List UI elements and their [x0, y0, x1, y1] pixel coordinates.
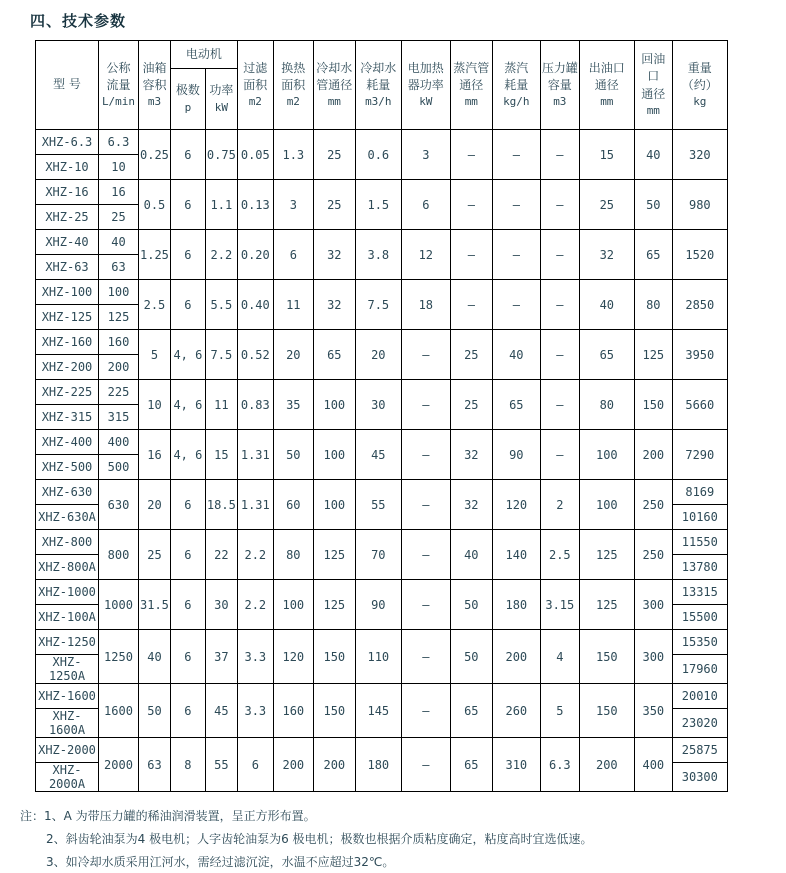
weight-cell: 2850	[672, 280, 727, 330]
col-header-flow: 公称 流量 L/min	[99, 41, 139, 130]
value-cell: 125	[579, 580, 634, 630]
value-cell: 25	[313, 130, 355, 180]
model-cell: XHZ-1000	[36, 580, 99, 605]
value-cell: 6	[170, 630, 205, 684]
value-cell: 6	[170, 130, 205, 180]
weight-cell: 3950	[672, 330, 727, 380]
col-header-filter: 过滤 面积 m2	[237, 41, 273, 130]
value-cell: 145	[355, 684, 401, 738]
col-header-cool-water: 冷却水 耗量 m3/h	[355, 41, 401, 130]
value-cell: 250	[634, 530, 672, 580]
value-cell: 11	[273, 280, 313, 330]
weight-cell: 23020	[672, 709, 727, 738]
model-cell: XHZ-1250A	[36, 655, 99, 684]
value-cell: 7.5	[355, 280, 401, 330]
table-row	[36, 380, 728, 405]
weight-cell: 8169	[672, 480, 727, 505]
model-cell: XHZ-315	[36, 405, 99, 430]
value-cell: 25	[139, 530, 171, 580]
value-cell: 0.6	[355, 130, 401, 180]
value-cell: —	[540, 380, 579, 430]
footnote-line: 3、如冷却水质采用江河水，需经过滤沉淀，水温不应超过32℃。	[46, 854, 395, 869]
weight-cell: 15500	[672, 605, 727, 630]
flow-cell: 2000	[99, 738, 139, 792]
value-cell: 6	[170, 684, 205, 738]
model-cell: XHZ-1600A	[36, 709, 99, 738]
value-cell: 32	[579, 230, 634, 280]
value-cell: 250	[634, 480, 672, 530]
value-cell: 180	[355, 738, 401, 792]
value-cell: —	[401, 480, 450, 530]
table-row	[36, 230, 728, 255]
value-cell: 180	[492, 580, 540, 630]
value-cell: 40	[579, 280, 634, 330]
value-cell: 6	[170, 530, 205, 580]
value-cell: 65	[492, 380, 540, 430]
value-cell: 11	[205, 380, 237, 430]
value-cell: 350	[634, 684, 672, 738]
value-cell: 1.3	[273, 130, 313, 180]
value-cell: 0.83	[237, 380, 273, 430]
value-cell: —	[401, 738, 450, 792]
value-cell: 1.31	[237, 480, 273, 530]
value-cell: 32	[450, 480, 492, 530]
col-header-motor: 电动机	[170, 41, 237, 69]
weight-cell: 13315	[672, 580, 727, 605]
value-cell: —	[401, 380, 450, 430]
table-row	[36, 580, 728, 605]
flow-cell: 1250	[99, 630, 139, 684]
value-cell: 3	[273, 180, 313, 230]
footnote-label: 注：	[20, 809, 45, 823]
col-header-outlet: 出油口 通径 mm	[579, 41, 634, 130]
model-cell: XHZ-630	[36, 480, 99, 505]
value-cell: 25	[313, 180, 355, 230]
value-cell: 150	[579, 630, 634, 684]
table-row	[36, 130, 728, 155]
value-cell: 30	[355, 380, 401, 430]
value-cell: 1.5	[355, 180, 401, 230]
value-cell: 50	[450, 580, 492, 630]
value-cell: 140	[492, 530, 540, 580]
value-cell: 2.5	[540, 530, 579, 580]
value-cell: —	[540, 430, 579, 480]
model-cell: XHZ-2000	[36, 738, 99, 763]
model-cell: XHZ-400	[36, 430, 99, 455]
model-cell: XHZ-25	[36, 205, 99, 230]
model-cell: XHZ-800	[36, 530, 99, 555]
value-cell: —	[540, 280, 579, 330]
table-row	[36, 330, 728, 355]
flow-cell: 40	[99, 230, 139, 255]
table-row	[36, 430, 728, 455]
value-cell: 50	[139, 684, 171, 738]
value-cell: —	[401, 684, 450, 738]
value-cell: 37	[205, 630, 237, 684]
flow-cell: 100	[99, 280, 139, 305]
value-cell: 6	[170, 580, 205, 630]
value-cell: 150	[634, 380, 672, 430]
col-header-press-tank: 压力罐 容量 m3	[540, 41, 579, 130]
value-cell: 65	[450, 684, 492, 738]
weight-cell: 320	[672, 130, 727, 180]
value-cell: 32	[313, 230, 355, 280]
flow-cell: 16	[99, 180, 139, 205]
value-cell: 4	[540, 630, 579, 684]
value-cell: 150	[313, 684, 355, 738]
weight-cell: 30300	[672, 763, 727, 792]
col-header-steam-pipe: 蒸汽管 通径 mm	[450, 41, 492, 130]
model-cell: XHZ-125	[36, 305, 99, 330]
weight-cell: 17960	[672, 655, 727, 684]
table-row	[36, 630, 728, 655]
value-cell: 6	[170, 280, 205, 330]
value-cell: 4, 6	[170, 430, 205, 480]
footnote-text: 1、A 为带压力罐的稀油润滑装置，呈正方形布置。	[44, 809, 316, 823]
value-cell: 200	[492, 630, 540, 684]
value-cell: 0.52	[237, 330, 273, 380]
col-header-tank: 油箱 容积 m3	[139, 41, 171, 130]
value-cell: 10	[139, 380, 171, 430]
value-cell: —	[540, 130, 579, 180]
weight-cell: 13780	[672, 555, 727, 580]
value-cell: 4, 6	[170, 330, 205, 380]
table-body	[36, 130, 728, 792]
footnotes	[20, 805, 786, 873]
flow-cell: 1600	[99, 684, 139, 738]
value-cell: 3.8	[355, 230, 401, 280]
value-cell: 100	[273, 580, 313, 630]
value-cell: 5	[540, 684, 579, 738]
value-cell: 45	[355, 430, 401, 480]
model-cell: XHZ-500	[36, 455, 99, 480]
value-cell: 100	[579, 430, 634, 480]
value-cell: 6.3	[540, 738, 579, 792]
model-cell: XHZ-630A	[36, 505, 99, 530]
flow-cell: 315	[99, 405, 139, 430]
value-cell: 2.2	[205, 230, 237, 280]
value-cell: 63	[139, 738, 171, 792]
model-cell: XHZ-200	[36, 355, 99, 380]
table-row	[36, 480, 728, 505]
value-cell: 65	[313, 330, 355, 380]
value-cell: 20	[355, 330, 401, 380]
weight-cell: 980	[672, 180, 727, 230]
value-cell: 3.3	[237, 630, 273, 684]
value-cell: 80	[579, 380, 634, 430]
value-cell: —	[450, 130, 492, 180]
value-cell: 100	[313, 480, 355, 530]
weight-cell: 10160	[672, 505, 727, 530]
col-header-cool-pipe: 冷却水 管通径 mm	[313, 41, 355, 130]
model-cell: XHZ-225	[36, 380, 99, 405]
value-cell: 45	[205, 684, 237, 738]
value-cell: —	[401, 430, 450, 480]
table-row	[36, 280, 728, 305]
page-title: 四、技术参数	[30, 12, 127, 30]
value-cell: 0.20	[237, 230, 273, 280]
col-header-heat: 换热 面积 m2	[273, 41, 313, 130]
value-cell: —	[401, 580, 450, 630]
value-cell: 65	[579, 330, 634, 380]
value-cell: 40	[139, 630, 171, 684]
value-cell: 65	[634, 230, 672, 280]
value-cell: 90	[355, 580, 401, 630]
value-cell: 25	[579, 180, 634, 230]
model-cell: XHZ-6.3	[36, 130, 99, 155]
value-cell: —	[450, 280, 492, 330]
value-cell: 0.75	[205, 130, 237, 180]
flow-cell: 10	[99, 155, 139, 180]
value-cell: 200	[273, 738, 313, 792]
value-cell: —	[450, 180, 492, 230]
col-header-heater: 电加热 器功率 kW	[401, 41, 450, 130]
value-cell: 0.5	[139, 180, 171, 230]
value-cell: 2	[540, 480, 579, 530]
value-cell: 1.1	[205, 180, 237, 230]
value-cell: 6	[273, 230, 313, 280]
col-header-return: 回油口 通径 mm	[634, 41, 672, 130]
value-cell: 18	[401, 280, 450, 330]
value-cell: 1.31	[237, 430, 273, 480]
value-cell: 4, 6	[170, 380, 205, 430]
model-cell: XHZ-63	[36, 255, 99, 280]
value-cell: 300	[634, 630, 672, 684]
value-cell: 12	[401, 230, 450, 280]
footnote-line	[20, 805, 786, 828]
value-cell: 100	[313, 430, 355, 480]
flow-cell: 225	[99, 380, 139, 405]
flow-cell: 200	[99, 355, 139, 380]
value-cell: 6	[170, 230, 205, 280]
value-cell: 70	[355, 530, 401, 580]
value-cell: 8	[170, 738, 205, 792]
value-cell: 50	[273, 430, 313, 480]
value-cell: 0.40	[237, 280, 273, 330]
value-cell: 55	[205, 738, 237, 792]
value-cell: 6	[170, 180, 205, 230]
col-header-weight: 重量 （约） kg	[672, 41, 727, 130]
value-cell: 110	[355, 630, 401, 684]
value-cell: 2.5	[139, 280, 171, 330]
value-cell: 200	[579, 738, 634, 792]
flow-cell: 63	[99, 255, 139, 280]
model-cell: XHZ-1250	[36, 630, 99, 655]
model-cell: XHZ-800A	[36, 555, 99, 580]
value-cell: 7.5	[205, 330, 237, 380]
value-cell: 80	[634, 280, 672, 330]
value-cell: 5	[139, 330, 171, 380]
weight-cell: 25875	[672, 738, 727, 763]
value-cell: 31.5	[139, 580, 171, 630]
value-cell: 15	[579, 130, 634, 180]
weight-cell: 1520	[672, 230, 727, 280]
value-cell: —	[540, 330, 579, 380]
value-cell: 300	[634, 580, 672, 630]
value-cell: 6	[401, 180, 450, 230]
value-cell: 40	[450, 530, 492, 580]
value-cell: 15	[205, 430, 237, 480]
model-cell: XHZ-160	[36, 330, 99, 355]
weight-cell: 7290	[672, 430, 727, 480]
value-cell: 40	[492, 330, 540, 380]
value-cell: 80	[273, 530, 313, 580]
value-cell: 200	[313, 738, 355, 792]
value-cell: —	[401, 330, 450, 380]
flow-cell: 500	[99, 455, 139, 480]
value-cell: 40	[634, 130, 672, 180]
col-header-poles: 极数 p	[170, 69, 205, 130]
table-row	[36, 530, 728, 555]
value-cell: —	[492, 230, 540, 280]
value-cell: 150	[579, 684, 634, 738]
weight-cell: 20010	[672, 684, 727, 709]
table-row	[36, 684, 728, 709]
table-header	[36, 41, 728, 130]
value-cell: 0.05	[237, 130, 273, 180]
value-cell: 22	[205, 530, 237, 580]
value-cell: 125	[634, 330, 672, 380]
col-header-model: 型 号	[36, 41, 99, 130]
value-cell: 1.25	[139, 230, 171, 280]
value-cell: 55	[355, 480, 401, 530]
weight-cell: 11550	[672, 530, 727, 555]
value-cell: 16	[139, 430, 171, 480]
value-cell: 125	[313, 580, 355, 630]
flow-cell: 160	[99, 330, 139, 355]
value-cell: 400	[634, 738, 672, 792]
value-cell: 25	[450, 380, 492, 430]
flow-cell: 800	[99, 530, 139, 580]
value-cell: 125	[579, 530, 634, 580]
value-cell: 310	[492, 738, 540, 792]
value-cell: 35	[273, 380, 313, 430]
value-cell: —	[401, 530, 450, 580]
value-cell: 90	[492, 430, 540, 480]
value-cell: 20	[139, 480, 171, 530]
model-cell: XHZ-2000A	[36, 763, 99, 792]
value-cell: —	[401, 630, 450, 684]
model-cell: XHZ-1600	[36, 684, 99, 709]
value-cell: 0.13	[237, 180, 273, 230]
value-cell: 18.5	[205, 480, 237, 530]
value-cell: 2.2	[237, 580, 273, 630]
value-cell: 3.3	[237, 684, 273, 738]
value-cell: 120	[492, 480, 540, 530]
model-cell: XHZ-40	[36, 230, 99, 255]
value-cell: 6	[237, 738, 273, 792]
value-cell: 6	[170, 480, 205, 530]
value-cell: 50	[634, 180, 672, 230]
value-cell: 125	[313, 530, 355, 580]
table-row	[36, 180, 728, 205]
value-cell: 160	[273, 684, 313, 738]
value-cell: 200	[634, 430, 672, 480]
flow-cell: 6.3	[99, 130, 139, 155]
model-cell: XHZ-10	[36, 155, 99, 180]
value-cell: 3	[401, 130, 450, 180]
technical-parameters-table	[35, 40, 728, 792]
value-cell: 20	[273, 330, 313, 380]
value-cell: —	[450, 230, 492, 280]
value-cell: —	[492, 130, 540, 180]
model-cell: XHZ-16	[36, 180, 99, 205]
value-cell: 100	[313, 380, 355, 430]
value-cell: 150	[313, 630, 355, 684]
value-cell: 32	[313, 280, 355, 330]
col-header-steam: 蒸汽 耗量 kg/h	[492, 41, 540, 130]
value-cell: 0.25	[139, 130, 171, 180]
table-row	[36, 738, 728, 763]
weight-cell: 5660	[672, 380, 727, 430]
flow-cell: 25	[99, 205, 139, 230]
value-cell: 2.2	[237, 530, 273, 580]
value-cell: —	[492, 280, 540, 330]
value-cell: —	[540, 180, 579, 230]
flow-cell: 400	[99, 430, 139, 455]
value-cell: —	[492, 180, 540, 230]
col-header-power: 功率 kW	[205, 69, 237, 130]
model-cell: XHZ-100	[36, 280, 99, 305]
value-cell: 3.15	[540, 580, 579, 630]
model-cell: XHZ-100A	[36, 605, 99, 630]
flow-cell: 630	[99, 480, 139, 530]
value-cell: 50	[450, 630, 492, 684]
value-cell: 100	[579, 480, 634, 530]
flow-cell: 1000	[99, 580, 139, 630]
footnote-line: 2、斜齿轮油泵为4 极电机；人字齿轮油泵为6 极电机；极数也根据介质粘度确定，粘度高时宜选低速。	[46, 831, 593, 846]
value-cell: 65	[450, 738, 492, 792]
value-cell: 25	[450, 330, 492, 380]
value-cell: 32	[450, 430, 492, 480]
value-cell: —	[540, 230, 579, 280]
value-cell: 260	[492, 684, 540, 738]
value-cell: 120	[273, 630, 313, 684]
value-cell: 5.5	[205, 280, 237, 330]
weight-cell: 15350	[672, 630, 727, 655]
flow-cell: 125	[99, 305, 139, 330]
value-cell: 30	[205, 580, 237, 630]
value-cell: 60	[273, 480, 313, 530]
